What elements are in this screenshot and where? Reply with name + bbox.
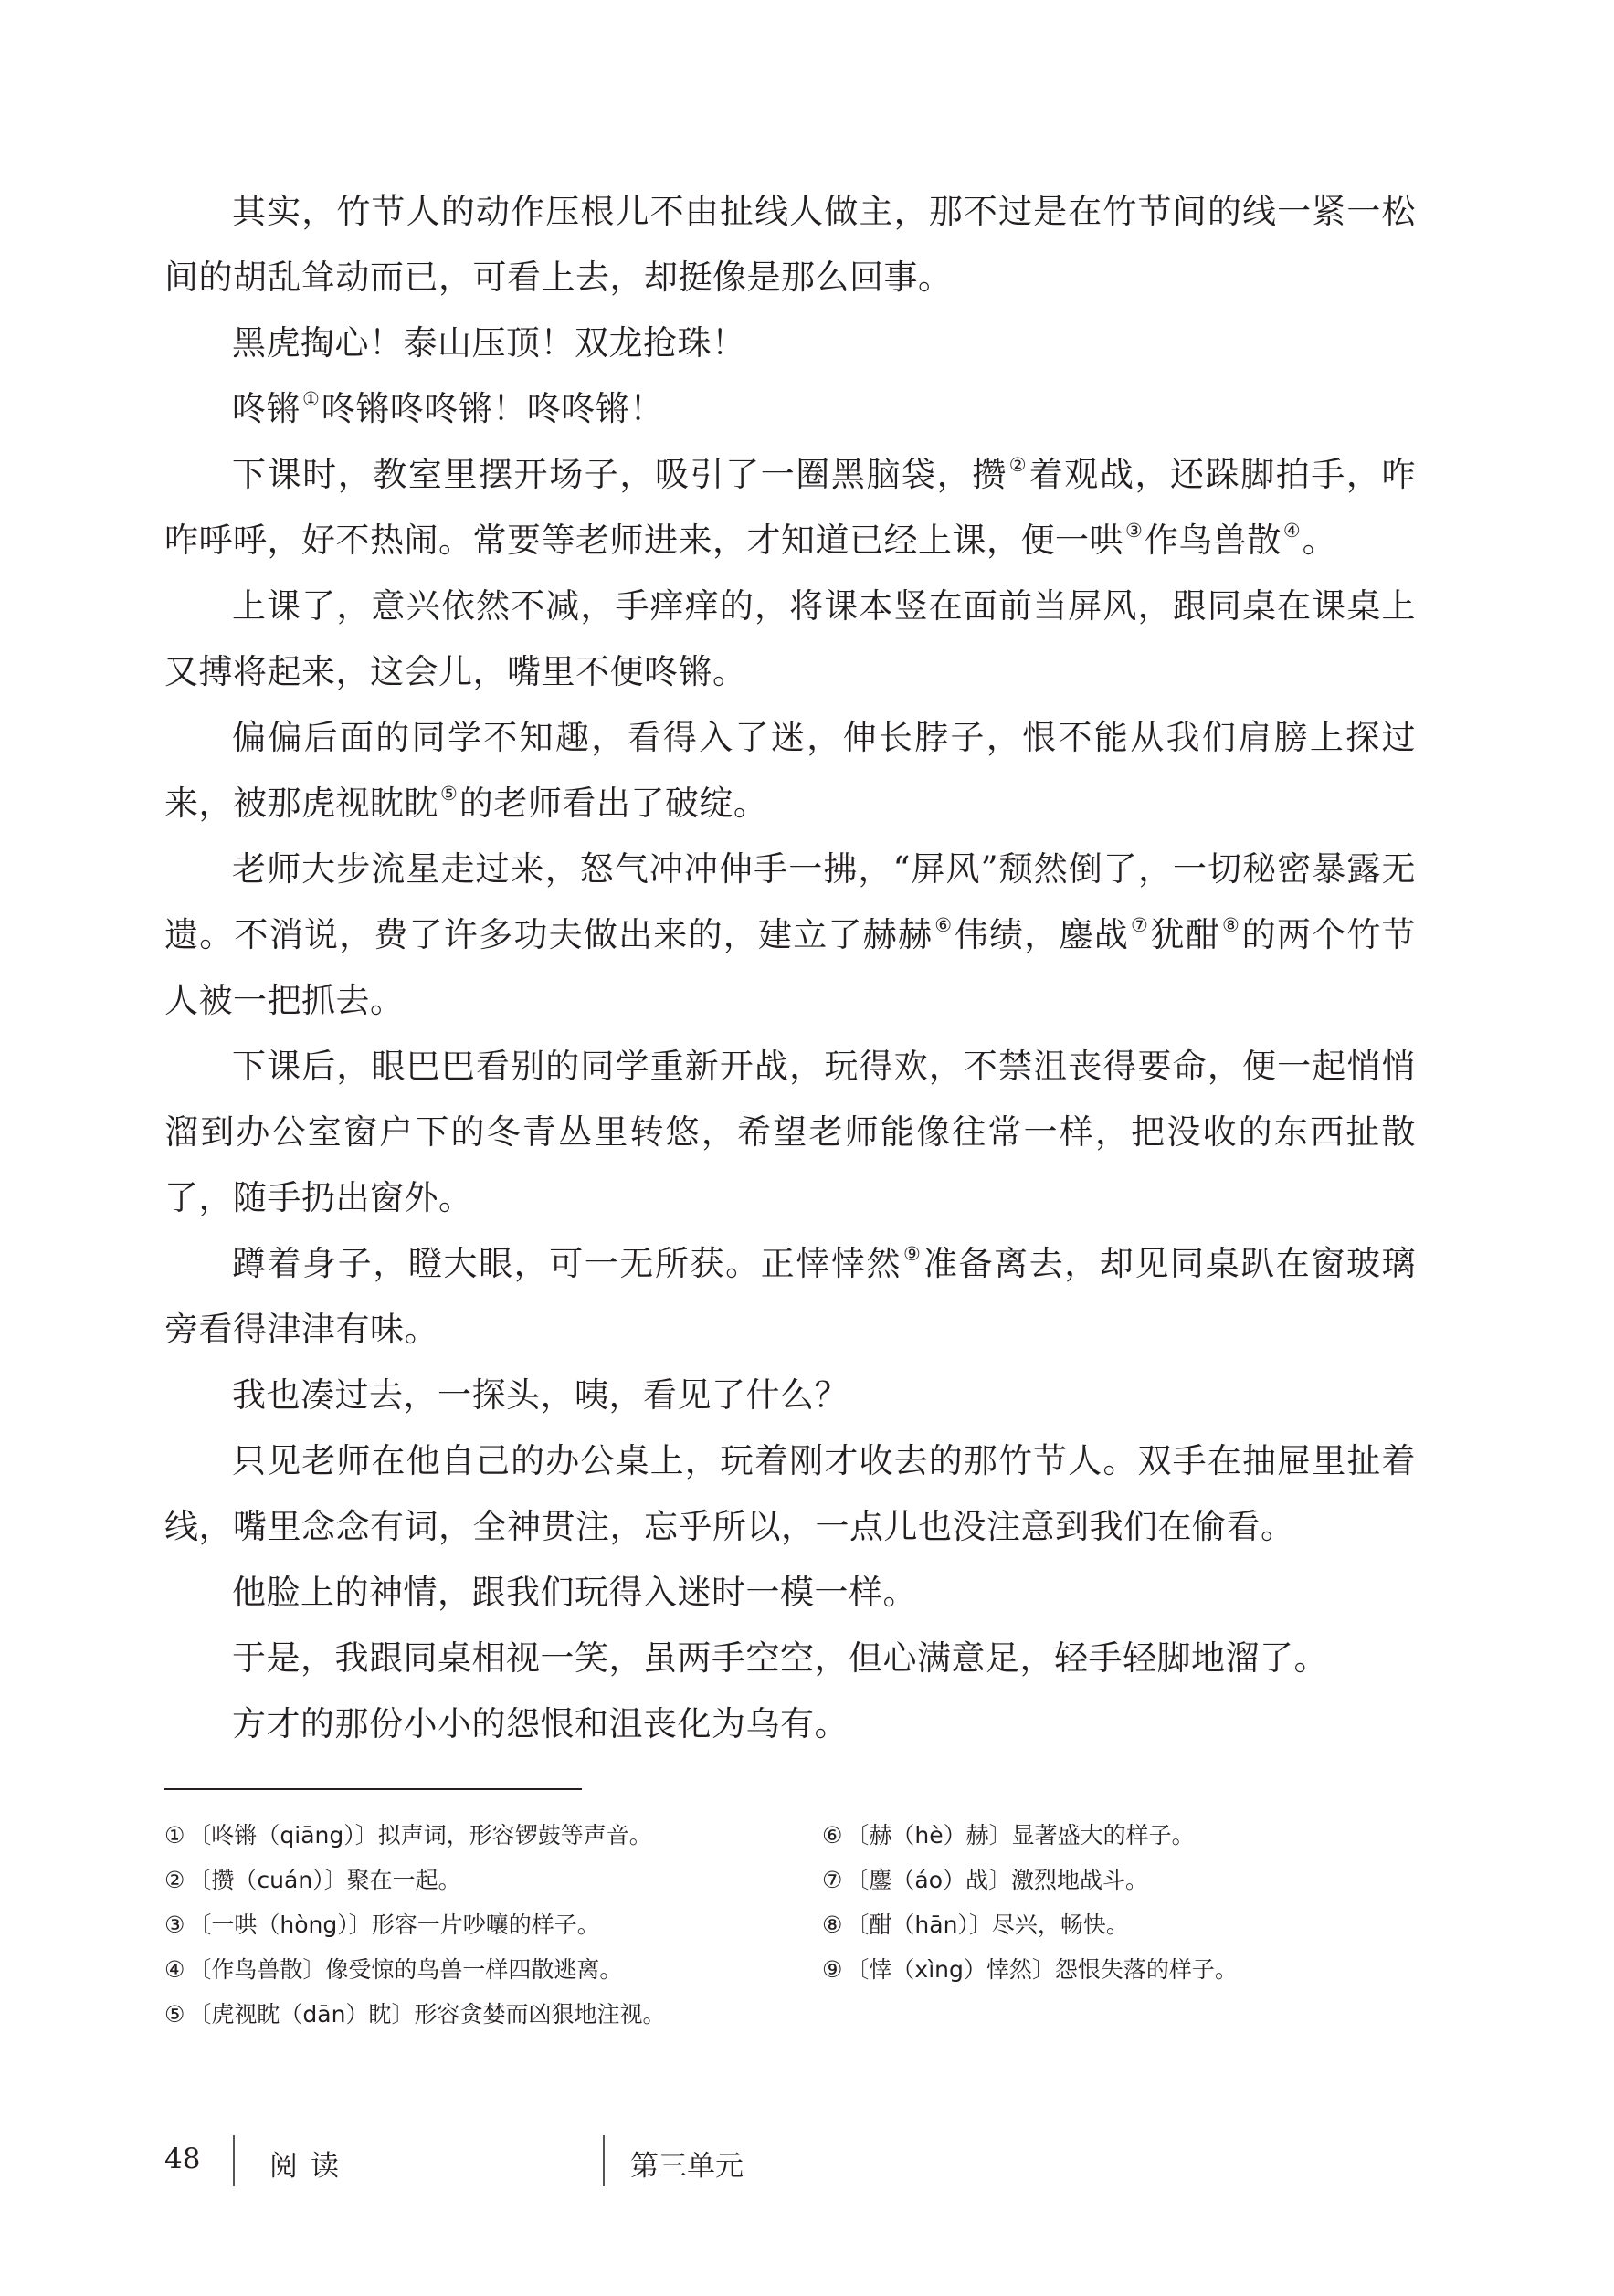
footnote-number: ⑦ xyxy=(822,1867,843,1893)
footnote-text: 〔作鸟兽散〕像受惊的鸟兽一样四散逃离。 xyxy=(188,1956,623,1983)
footnote-number: ① xyxy=(164,1822,185,1848)
footnote-item xyxy=(822,1858,1498,1902)
footnotes-right-column xyxy=(822,1813,1498,1992)
paragraph-text: 下课后，眼巴巴看别的同学重新开战，玩得欢，不禁沮丧得要命，便一起悄悄溜到办公室窗户下的冬青丛里转悠，希望老师能像往常一样，把没收的东西扯散了，随手扔出窗外。 xyxy=(164,1047,1416,1217)
paragraph-text: 作鸟兽散 xyxy=(1144,521,1282,560)
footnote-number: ⑧ xyxy=(822,1912,843,1938)
story-paragraph xyxy=(164,1034,1416,1231)
paragraph-text: 着观战，还跺脚拍手，咋咋呼呼，好不热闹。常要等老师进来，才知道已经上课，便一哄 xyxy=(164,455,1417,560)
story-paragraph xyxy=(164,705,1416,837)
page-footer xyxy=(164,2135,1416,2190)
paragraph-text: 下课时，教室里摆开场子，吸引了一圈黑脑袋，攒 xyxy=(232,455,1007,494)
paragraph-text: 。 xyxy=(1302,521,1337,560)
footnotes-left-column xyxy=(164,1813,843,2037)
footnote-reference: ② xyxy=(1008,454,1028,476)
footnote-number: ⑤ xyxy=(164,2001,185,2027)
story-paragraph xyxy=(164,837,1416,1034)
footnote-reference: ③ xyxy=(1125,520,1143,542)
story-paragraph xyxy=(164,1560,1416,1626)
footnote-item xyxy=(164,1858,843,1902)
footnote-text: 〔酣（hān）〕尽兴，畅快。 xyxy=(846,1912,1129,1938)
story-paragraph xyxy=(164,1626,1416,1691)
footnote-text: 〔一哄（hòng）〕形容一片吵嚷的样子。 xyxy=(188,1912,600,1938)
paragraph-text: 其实，竹节人的动作压根儿不由扯线人做主，那不过是在竹节间的线一紧一松间的胡乱耸动而已，可看上去，却挺像是那么回事。 xyxy=(164,192,1416,297)
paragraph-text: 方才的那份小小的怨恨和沮丧化为乌有。 xyxy=(232,1704,849,1743)
page-number: 48 xyxy=(164,2143,201,2175)
footnote-item xyxy=(822,1947,1498,1992)
story-paragraph xyxy=(164,376,1416,442)
footnote-text: 〔悻（xìng）悻然〕怨恨失落的样子。 xyxy=(846,1956,1238,1983)
story-paragraph xyxy=(164,442,1416,574)
paragraph-text: 咚锵咚咚锵！咚咚锵！ xyxy=(321,389,664,428)
footnote-item xyxy=(164,1947,843,1992)
paragraph-text: 偏偏后面的同学不知趣，看得入了迷，伸长脖子，恨不能从我们肩膀上探过来，被那虎视眈眈 xyxy=(164,718,1416,823)
footnote-reference: ⑤ xyxy=(440,783,458,805)
footnote-text: 〔虎视眈（dān）眈〕形容贪婪而凶狠地注视。 xyxy=(188,2001,666,2027)
section-label: 阅读 xyxy=(269,2150,352,2183)
paragraph-text: 咚锵 xyxy=(232,389,301,428)
footnote-reference: ⑧ xyxy=(1222,914,1240,936)
paragraph-text: 的老师看出了破绽。 xyxy=(459,784,768,823)
paragraph-text: 于是，我跟同桌相视一笑，虽两手空空，但心满意足，轻手轻脚地溜了。 xyxy=(232,1638,1328,1678)
footnote-number: ② xyxy=(164,1867,185,1893)
footnote-reference: ⑨ xyxy=(903,1243,922,1265)
story-paragraph xyxy=(164,1691,1416,1757)
footnote-number: ③ xyxy=(164,1912,185,1938)
paragraph-text: 老师大步流星走过来，怒气冲冲伸手一拂，“屏风”颓然倒了，一切秘密暴露无遗。不消说，费了许多功夫做出来的，建立了赫赫 xyxy=(164,849,1416,954)
paragraph-text: 伟绩，鏖战 xyxy=(954,915,1129,954)
paragraph-text: 他脸上的神情，跟我们玩得入迷时一模一样。 xyxy=(232,1573,917,1612)
story-paragraph xyxy=(164,574,1416,705)
footnote-item xyxy=(822,1902,1498,1947)
paragraph-text: 黑虎掏心！泰山压顶！双龙抢珠！ xyxy=(232,323,746,363)
footnote-item xyxy=(164,1813,843,1858)
footnote-reference: ① xyxy=(302,388,320,410)
story-body-text xyxy=(164,179,1416,1757)
story-paragraph xyxy=(164,179,1416,311)
footnote-number: ④ xyxy=(164,1956,185,1983)
story-paragraph xyxy=(164,1428,1416,1560)
paragraph-text: 的两个竹节人被一把抓去。 xyxy=(164,915,1417,1020)
footnote-number: ⑨ xyxy=(822,1956,843,1983)
footnote-number: ⑥ xyxy=(822,1822,843,1848)
footnote-item xyxy=(822,1813,1498,1858)
story-paragraph xyxy=(164,1363,1416,1428)
footnote-text: 〔鏖（áo）战〕激烈地战斗。 xyxy=(846,1867,1149,1893)
footnote-divider xyxy=(164,1788,582,1790)
paragraph-text: 只见老师在他自己的办公桌上，玩着刚才收去的那竹节人。双手在抽屉里扯着线，嘴里念念有词，全神贯注，忘乎所以，一点儿也没注意到我们在偷看。 xyxy=(164,1441,1416,1546)
footnote-item xyxy=(164,1902,843,1947)
paragraph-text: 蹲着身子，瞪大眼，可一无所获。正悻悻然 xyxy=(232,1244,902,1283)
footnote-text: 〔咚锵（qiāng）〕拟声词，形容锣鼓等声音。 xyxy=(188,1822,652,1848)
paragraph-text: 准备离去，却见同桌趴在窗玻璃旁看得津津有味。 xyxy=(164,1244,1417,1349)
footnote-reference: ⑥ xyxy=(934,914,953,936)
footnote-reference: ④ xyxy=(1282,520,1301,542)
story-paragraph xyxy=(164,1231,1416,1363)
unit-label: 第三单元 xyxy=(630,2150,744,2183)
footnote-item xyxy=(164,1992,840,2037)
footnote-text: 〔赫（hè）赫〕显著盛大的样子。 xyxy=(846,1822,1195,1848)
paragraph-text: 上课了，意兴依然不减，手痒痒的，将课本竖在面前当屏风，跟同桌在课桌上又搏将起来，这会儿，嘴里不便咚锵。 xyxy=(164,586,1416,691)
footnote-reference: ⑦ xyxy=(1130,914,1149,936)
footnote-text: 〔攒（cuán）〕聚在一起。 xyxy=(188,1867,461,1893)
footer-separator xyxy=(233,2135,235,2186)
paragraph-text: 犹酣 xyxy=(1150,915,1221,954)
story-paragraph xyxy=(164,311,1416,376)
paragraph-text: 我也凑过去，一探头，咦，看见了什么？ xyxy=(232,1375,849,1415)
footer-separator xyxy=(603,2135,605,2186)
